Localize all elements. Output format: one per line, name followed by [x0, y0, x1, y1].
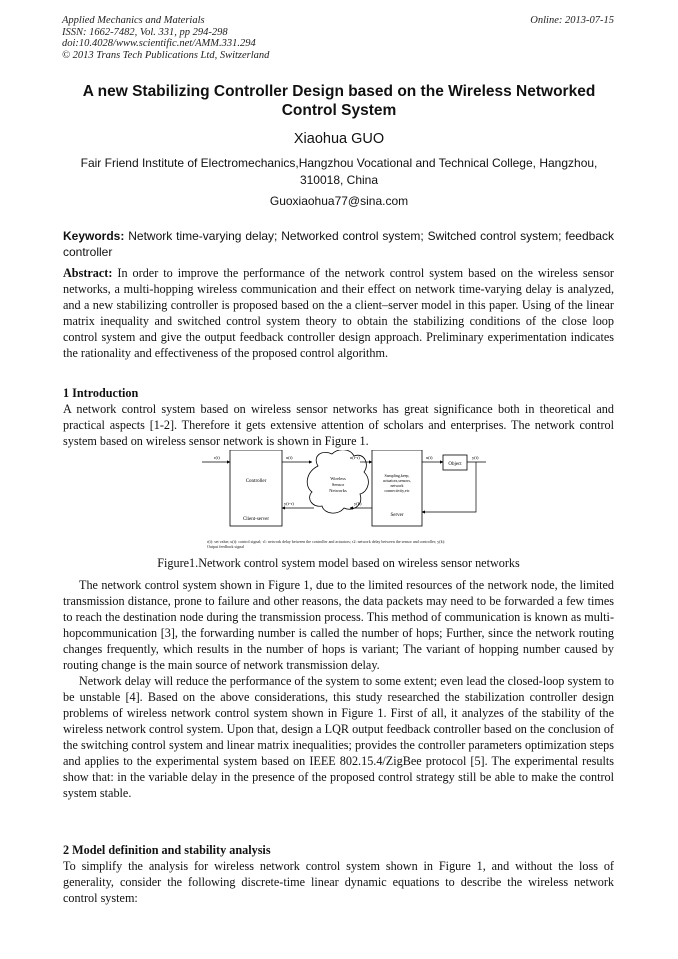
section-1-paragraph-1: A network control system based on wireless sensor networks has great significance both in theoretical and practical aspects [1-2]. Therefore it gets extensive attention of scholars and enterprises. The network control system based on wireless sensor network is shown in Figure 1.	[63, 402, 614, 448]
section-1-continued	[63, 577, 614, 801]
abstract-label: Abstract:	[63, 266, 113, 280]
copyright-line: © 2013 Trans Tech Publications Ltd, Switzerland	[62, 49, 270, 61]
node-label-1: Sampling,keep,	[384, 473, 410, 478]
doi-line: doi:10.4028/www.scientific.net/AMM.331.294	[62, 38, 256, 49]
affiliation-line-2: 310018, China	[299, 173, 379, 187]
client-server-label: Client-server	[242, 517, 270, 522]
feedback-to-node	[422, 462, 476, 512]
author-name: Xiaohua GUO	[293, 131, 385, 147]
node-label-3: network	[390, 483, 404, 488]
journal-name: Applied Mechanics and Materials	[62, 15, 205, 26]
section-1-heading: 1 Introduction	[63, 386, 139, 400]
y-k-label: y(k)	[354, 501, 362, 506]
journal-header	[62, 15, 269, 61]
controller-box	[230, 450, 282, 526]
figure-note	[207, 539, 445, 549]
keywords-label: Keywords:	[63, 229, 125, 243]
cloud-label-2: Sensor	[331, 482, 345, 487]
u-delay-label: u(t-τ)	[350, 455, 360, 460]
keywords-text: Network time-varying delay; Networked control system; Switched control system; feedback controller	[63, 229, 614, 259]
node-label-2: actuators,sensors,	[382, 478, 412, 483]
section-1-paragraph-3: Network delay will reduce the performance of the system to some extent; even lead the closed-loop system to be unstable [4]. Based on the above considerations, this study researched the stabilization controller design problems of wireless network control system shown in Figure 1. First of all, it analyzes of the stability of the wireless network control system. Upon that, design a LQR output feedback controller based on the conclusion of the switching control system and linear matrix inequalities; provides the controller parameters optimization steps and applies to the experimental system based on IEEE 802.15.4/ZigBee protocol [5]. The experimental results show that: in the variable delay in the presence of the proposed control strategy still be able to make the control system stable.	[63, 674, 614, 800]
section-1-intro	[63, 385, 614, 449]
section-2	[63, 842, 614, 906]
cloud-label-3: Networks	[329, 488, 347, 493]
online-date: Online: 2013-07-15	[530, 15, 614, 26]
server-label: Server	[390, 513, 404, 518]
u-out-label: u(t)	[426, 455, 433, 460]
r-label: r(t)	[214, 455, 220, 460]
abstract	[63, 265, 614, 361]
affiliation-line-1: Fair Friend Institute of Electromechanics,Hangzhou Vocational and Technical College, Hangzhou,	[80, 156, 598, 170]
y-delay-label: y(t-τ)	[284, 501, 294, 506]
section-2-heading: 2 Model definition and stability analysis	[63, 843, 271, 857]
paper-title	[60, 82, 618, 120]
figure-note-line-1: r(t): set value; u(t): control signal; τ1: network delay between the controller and actuators; τ2: network delay between the sensor and controller; y(k):	[207, 539, 446, 544]
abstract-text: In order to improve the performance of the network control system based on the wireless sensor networks, a multi-hopping wireless communication and their effect on network time-varying delay is analyzed, and a new stabilizing controller is proposed based on the a client–server model in this paper. Using of the linear matrix inequality and switched control system theory to obtain the stabilizing conditions of the close loop control system and give the output feedback controller design approach. Preliminary experimentation indicates the rationality and effectiveness of the proposed control algorithm.	[63, 266, 614, 360]
title-line-2: Control System	[281, 102, 397, 119]
node-label-4: connectivity,etc	[384, 488, 410, 493]
controller-label: Controller	[245, 479, 267, 484]
figure-1-caption: Figure1.Network control system model based on wireless sensor networks	[157, 556, 520, 570]
figure-note-line-2: Output feedback signal	[207, 544, 245, 549]
u-label: u(t)	[286, 455, 293, 460]
section-2-paragraph-1: To simplify the analysis for wireless network control system shown in Figure 1, and without the loss of generality, consider the following discrete-time linear dynamic equations to describe the wireless network control system:	[63, 859, 614, 905]
keywords	[63, 228, 614, 260]
title-line-1: A new Stabilizing Controller Design based on the Wireless Networked	[82, 83, 596, 100]
object-label: Object	[448, 462, 462, 467]
affiliation	[60, 155, 618, 189]
section-1-paragraph-2: The network control system shown in Figure 1, due to the limited resources of the network node, the limited transmission distance, prone to failure and other reasons, the data packets may need to be forwarded a few times to reach the destination node during the transmission process. This method of communication is known as multi-hopcommunication [3], the forwarding number is called the number of hops; Further, since the network routing changes frequently, which results in the number of hops is variant; The variant of hopping number caused by routing change is the main source of network transmission delay.	[63, 578, 614, 672]
y-label: y(t)	[472, 455, 479, 460]
author-email: Guoxiaohua77@sina.com	[269, 194, 409, 208]
cloud-label-1: Wireless	[330, 476, 346, 481]
issn-line: ISSN: 1662-7482, Vol. 331, pp 294-298	[62, 26, 228, 38]
